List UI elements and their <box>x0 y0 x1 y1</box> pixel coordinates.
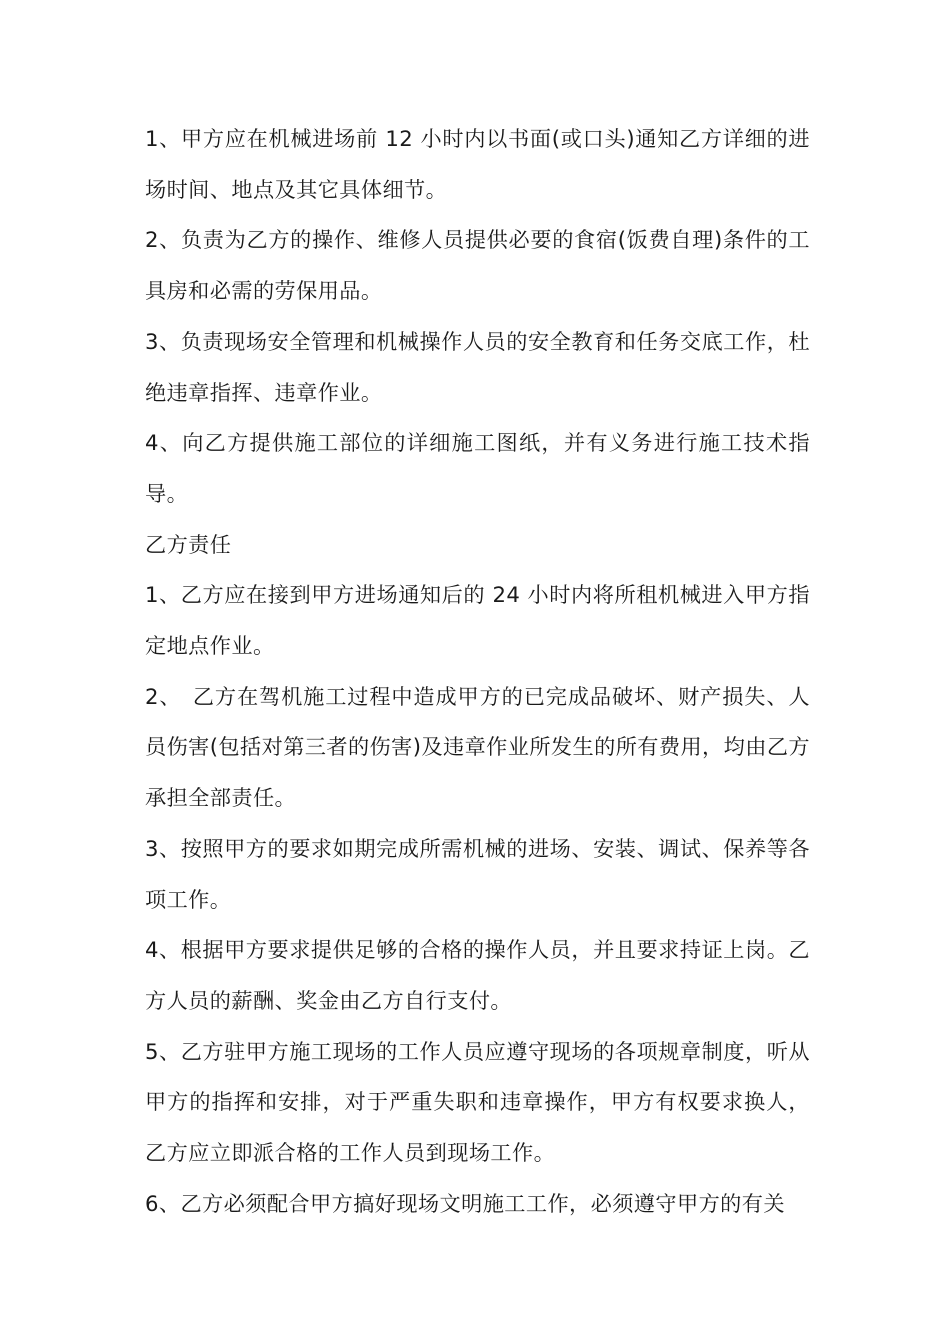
paragraph-jia-3: 3、负责现场安全管理和机械操作人员的安全教育和任务交底工作，杜绝违章指挥、违章作业。 <box>145 328 810 405</box>
paragraph-yi-4: 4、根据甲方要求提供足够的合格的操作人员，并且要求持证上岗。乙方人员的薪酬、奖金由乙方自行支付。 <box>145 937 810 1013</box>
paragraph-yi-3: 3、按照甲方的要求如期完成所需机械的进场、安装、调试、保养等各项工作。 <box>145 835 810 912</box>
paragraph-yi-6: 6、乙方必须配合甲方搞好现场文明施工工作，必须遵守甲方的有关 <box>145 1190 785 1216</box>
section-heading-yi-responsibility: 乙方责任 <box>145 531 232 557</box>
paragraph-yi-5: 5、乙方驻甲方施工现场的工作人员应遵守现场的各项规章制度，听从甲方的指挥和安排，对于严重失职和违章操作，甲方有权要求换人，乙方应立即派合格的工作人员到现场工作。 <box>145 1038 810 1166</box>
paragraph-yi-2: 2、 乙方在驾机施工过程中造成甲方的已完成品破坏、财产损失、人员伤害(包括对第三者的伤害)及违章作业所发生的所有费用，均由乙方承担全部责任。 <box>145 683 810 811</box>
document-body <box>145 114 810 1229</box>
paragraph-yi-1: 1、乙方应在接到甲方进场通知后的 24 小时内将所租机械进入甲方指定地点作业。 <box>145 582 810 659</box>
paragraph-jia-2: 2、负责为乙方的操作、维修人员提供必要的食宿(饭费自理)条件的工具房和必需的劳保用品。 <box>145 227 810 304</box>
paragraph-jia-1: 1、甲方应在机械进场前 12 小时内以书面(或口头)通知乙方详细的进场时间、地点及其它具体细节。 <box>145 126 810 202</box>
paragraph-jia-4: 4、向乙方提供施工部位的详细施工图纸，并有义务进行施工技术指导。 <box>145 430 810 506</box>
